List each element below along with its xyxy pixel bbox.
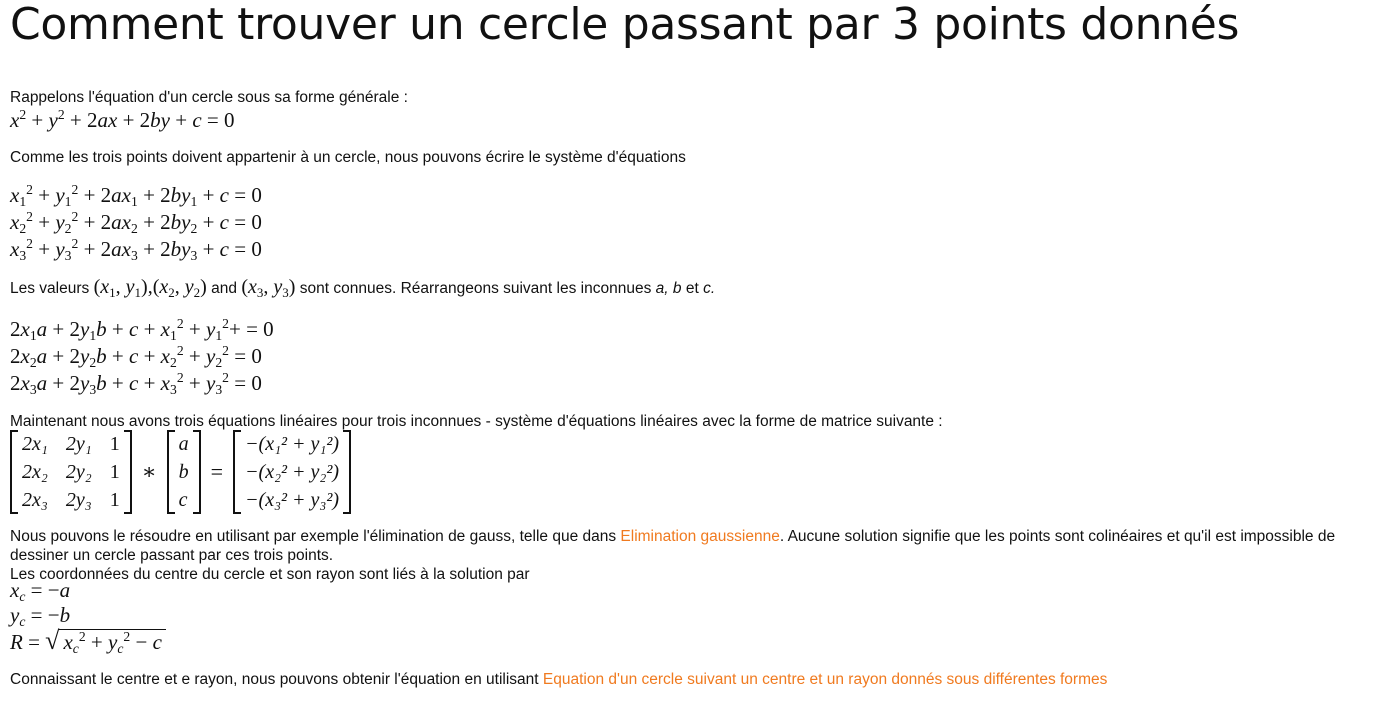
matrix-intro-text: Maintenant nous avons trois équations linéaires pour trois inconnues - système d'équations linéaires avec la forme de matrice suivante : — [10, 413, 943, 430]
center-intro-text: Les coordonnées du centre du cercle et son rayon sont liés à la solution par — [10, 566, 530, 583]
system2-eq2: $2x_2a + 2y_2b + c + x_2^2 + y_2^2 = 0$ — [10, 342, 262, 371]
matrix-cell: 1 — [109, 461, 120, 483]
matrix-cell: 2x₃ — [22, 489, 48, 511]
unknown-b: b — [672, 280, 682, 297]
point3: ($x_3$, $y_3$) — [241, 276, 296, 300]
page-title: Comment trouver un cercle passant par 3 points donnés — [10, 0, 1240, 50]
known-values-mid: sont connues. Réarrangeons suivant les inconnues — [299, 280, 652, 297]
vector-cell: −(x₁² + y₁²) — [245, 433, 340, 455]
unknown-c: c. — [703, 280, 716, 297]
bracket-right — [193, 430, 201, 514]
et-word: et — [685, 280, 699, 297]
vector-cell: −(x₃² + y₃²) — [245, 489, 340, 511]
matrix-cell: 1 — [109, 433, 120, 455]
center-y-equation: $y_c = -b$ — [10, 603, 71, 630]
gauss-text-line2: dessiner un cercle passant par ces trois points. — [10, 547, 334, 564]
radius-equation: R = √ $x_c^2 + y_c^2 - c$ — [10, 628, 166, 655]
gauss-text-end: . Aucune solution signifie que les points sont colinéaires et qu'il est impossible de — [779, 528, 1336, 545]
conclusion-text-start: Connaissant le centre et e rayon, nous pouvons obtenir l'équation en utilisant — [10, 671, 539, 688]
unknown-a: a, — [655, 280, 669, 297]
vector-cell: a — [178, 433, 189, 455]
vector-cell: c — [178, 489, 188, 511]
conclusion-text — [10, 670, 1107, 689]
matrix-cell: 2x₁ — [22, 433, 48, 455]
general-equation — [10, 107, 235, 133]
matrix-cell: 2y₃ — [65, 489, 92, 511]
point2: ($x_2$, $y_2$) — [152, 276, 207, 300]
bracket-right — [343, 430, 351, 514]
equals-operator: = — [210, 459, 224, 484]
center-x-equation: $x_c = -a$ — [10, 578, 71, 605]
system1-eq3: $x_3^2 + y_3^2 + 2ax_3 + 2by_3 + c = 0$ — [10, 235, 262, 264]
system2-eq1: $2x_1a + 2y_1b + c + x_1^2 + y_1^2+ = 0$ — [10, 315, 274, 344]
known-values-start: Les valeurs — [10, 280, 90, 297]
gauss-text — [10, 527, 1335, 546]
point1: ($x_1$, $y_1$), — [93, 276, 153, 300]
system1-eq2: $x_2^2 + y_2^2 + 2ax_2 + 2by_2 + c = 0$ — [10, 208, 262, 237]
circle-equation-link[interactable]: Equation d'un cercle suivant un centre et un rayon donnés sous différentes formes — [542, 671, 1108, 688]
result-vector — [241, 432, 343, 512]
matrix-cell: 2y₁ — [65, 433, 92, 455]
matrix-cell: 2x₂ — [22, 461, 48, 483]
matrix-equation — [10, 430, 351, 514]
matrix-cell: 2y₂ — [65, 461, 92, 483]
bracket-left — [167, 430, 175, 514]
bracket-left — [10, 430, 18, 514]
known-values-text — [10, 278, 715, 298]
system1-eq1: $x_1^2 + y_1^2 + 2ax_1 + 2by_1 + c = 0$ — [10, 181, 262, 210]
coefficient-matrix — [18, 432, 124, 512]
unknown-vector — [175, 432, 193, 512]
matrix-cell: 1 — [109, 489, 120, 511]
gauss-text-start: Nous pouvons le résoudre en utilisant par exemple l'élimination de gauss, telle que dans — [10, 528, 617, 545]
gauss-elimination-link[interactable]: Elimination gaussienne — [620, 528, 780, 545]
and-word: and — [211, 280, 238, 297]
times-operator: ∗ — [141, 459, 157, 484]
general-equation-text: $x^2 + y^2 + 2ax + 2by + c = 0$ — [10, 106, 235, 132]
intro-text: Rappelons l'équation d'un cercle sous sa forme générale : — [10, 89, 408, 106]
bracket-left — [233, 430, 241, 514]
vector-cell: −(x₂² + y₂²) — [245, 461, 340, 483]
system-intro-text: Comme les trois points doivent appartenir à un cercle, nous pouvons écrire le système d'équations — [10, 149, 686, 166]
bracket-right — [124, 430, 132, 514]
system2-eq3: $2x_3a + 2y_3b + c + x_3^2 + y_3^2 = 0$ — [10, 369, 262, 398]
vector-cell: b — [178, 461, 189, 483]
